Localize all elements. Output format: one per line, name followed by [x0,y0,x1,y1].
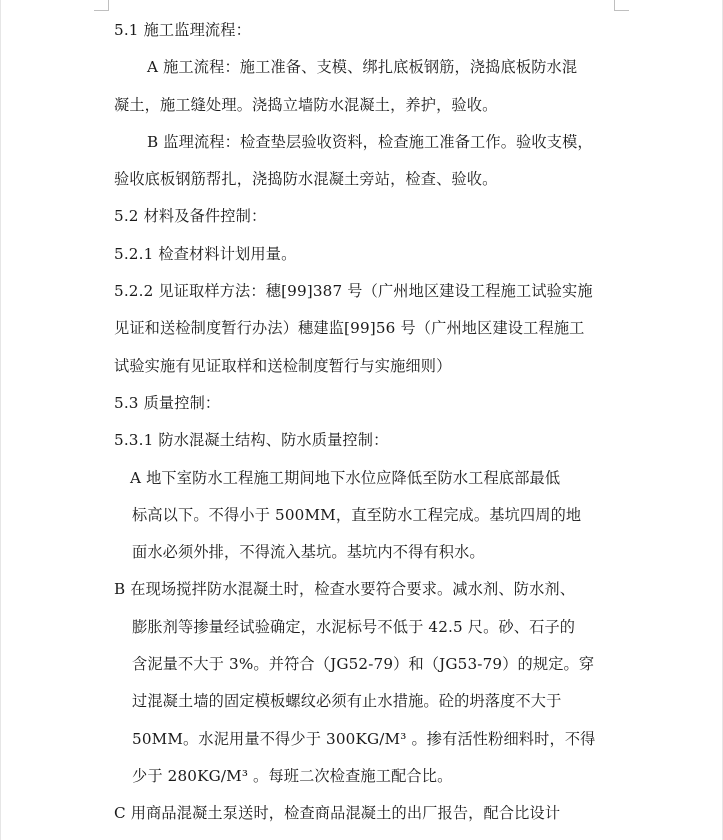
list-item-a-line: 面水必须外排，不得流入基坑。基坑内不得有积水。 [132,543,485,562]
list-item-c-line: C 用商品混凝土泵送时，检查商品混凝土的出厂报告，配合比设计 [114,804,561,823]
paragraph-line: A 施工流程：施工准备、支模、绑扎底板钢筋，浇捣底板防水混 [147,58,578,77]
margin-marker-top-right [614,0,629,11]
section-5-2-2-line: 5.2.2 见证取样方法：穗[99]387 号（广州地区建设工程施工试验实施 [114,282,593,301]
document-body [114,12,614,833]
list-item-a-line: A 地下室防水工程施工期间地下水位应降低至防水工程底部最低 [130,468,561,487]
section-5-3-heading: 5.3 质量控制： [114,393,221,412]
list-item-b-line: 少于 280KG/M³ 。每班二次检查施工配合比。 [132,766,453,785]
section-5-2-heading: 5.2 材料及备件控制： [114,207,267,226]
section-5-1-heading: 5.1 施工监理流程： [114,21,251,39]
list-item-b-line: 50MM。水泥用量不得少于 300KG/M³ 。掺有活性粉细料时，不得 [132,729,596,748]
paragraph-line: 见证和送检制度暂行办法）穗建监[99]56 号（广州地区建设工程施工 [114,319,585,338]
list-item-a-line: 标高以下。不得小于 500MM，直至防水工程完成。基坑四周的地 [132,505,582,524]
list-item-b-line: 过混凝土墙的固定模板螺纹必须有止水措施。砼的坍落度不大于 [132,692,562,711]
paragraph-line: 凝土，施工缝处理。浇捣立墙防水混凝土，养护，验收。 [114,95,498,114]
margin-marker-top-left [94,0,109,11]
section-5-2-1-heading: 5.2.1 检查材料计划用量。 [114,244,297,263]
list-item-b-line: 膨胀剂等掺量经试验确定，水泥标号不低于 42.5 尺。砂、石子的 [132,617,576,636]
section-5-3-1-heading: 5.3.1 防水混凝土结构、防水质量控制： [114,431,389,450]
list-item-b-line: 含泥量不大于 3%。并符合（JG52-79）和（JG53-79）的规定。穿 [132,655,595,674]
list-item-b-line: B 在现场搅拌防水混凝土时，检查水要符合要求。减水剂、防水剂、 [114,580,576,599]
paragraph-line: 验收底板钢筋帮扎，浇捣防水混凝土旁站，检查、验收。 [114,170,498,189]
paragraph-line: B 监理流程：检查垫层验收资料，检查施工准备工作。验收支模， [147,132,593,151]
paragraph-line: 试验实施有见证取样和送检制度暂行与实施细则） [114,356,452,375]
